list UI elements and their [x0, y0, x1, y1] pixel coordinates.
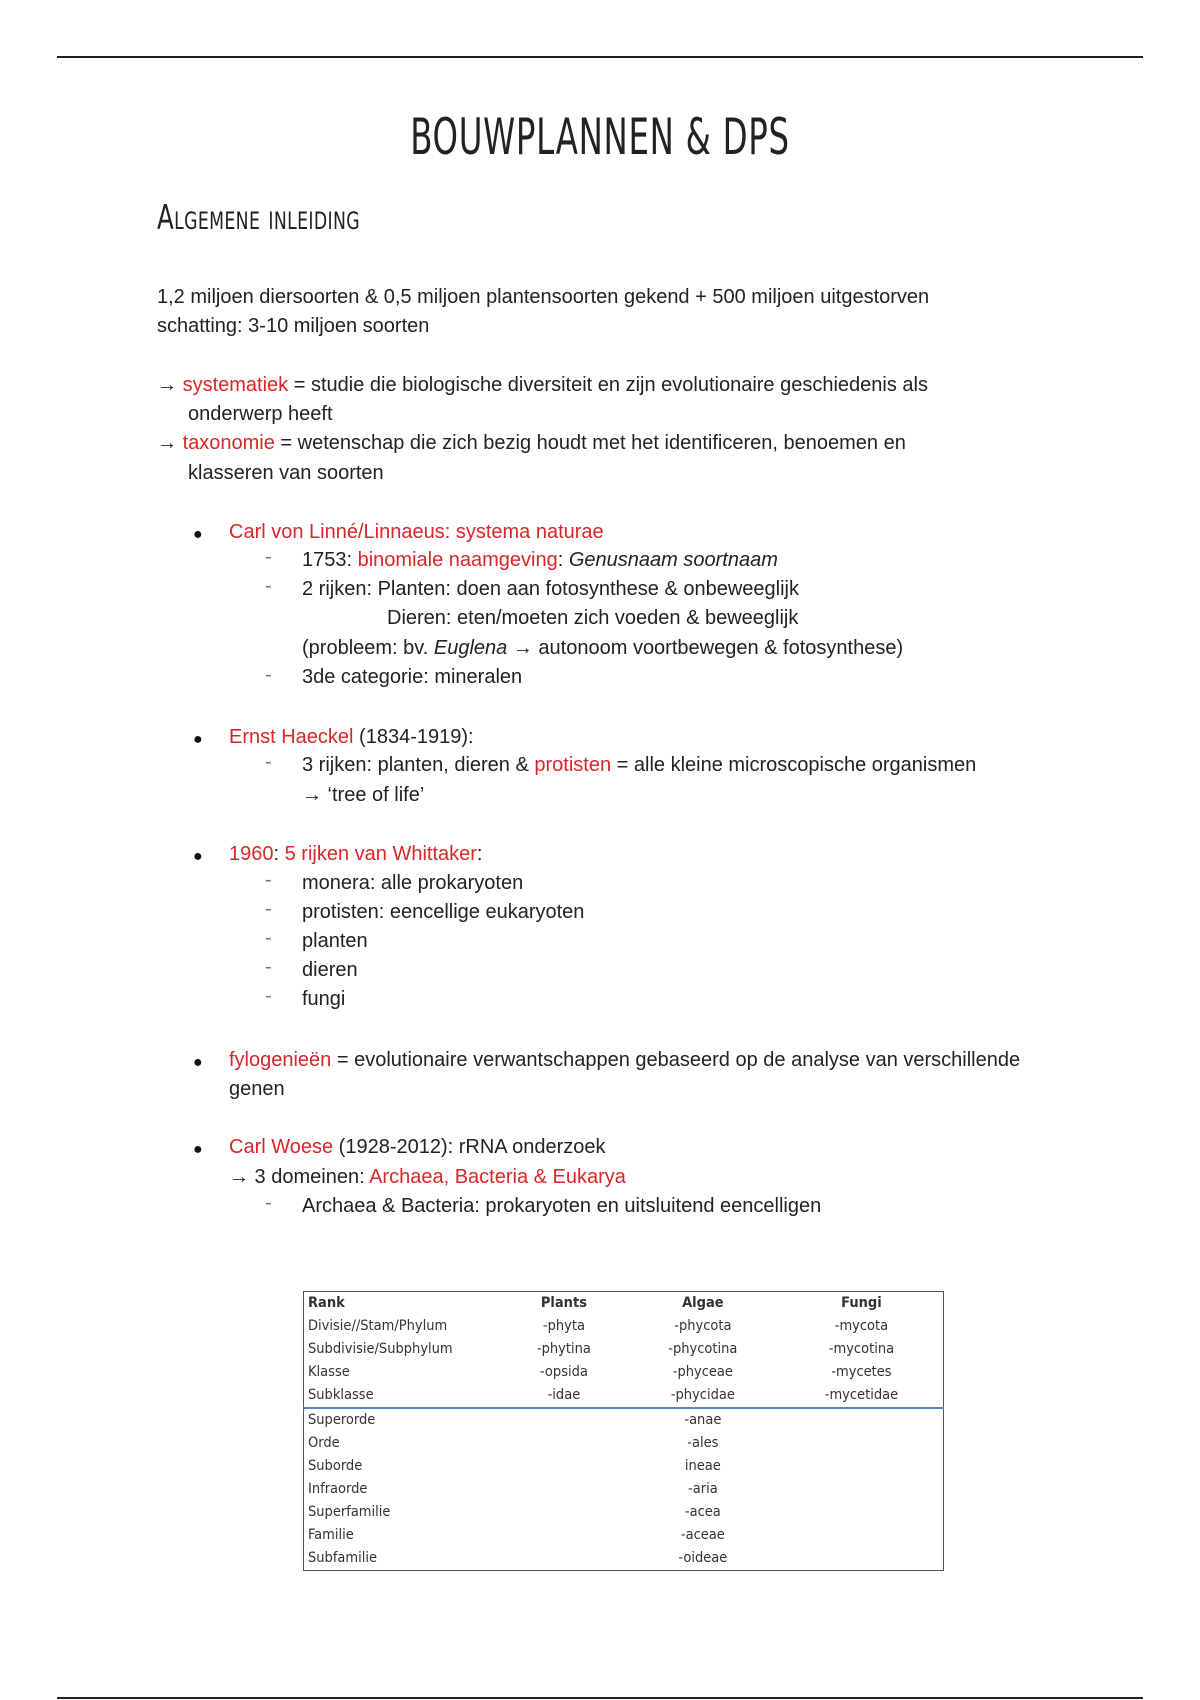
table-cell: -mycota	[834, 1318, 889, 1334]
table-cell: -mycetidae	[780, 1384, 944, 1408]
bullet-icon: ●	[193, 731, 203, 748]
linnaeus-rijken: 2 rijken: Planten: doen aan fotosynthese & onbeweeglijk	[302, 578, 800, 600]
definition-systematiek-cont: onderwerp heeft	[188, 403, 333, 425]
linnaeus-probleem	[302, 633, 903, 663]
haeckel-heading	[229, 722, 474, 752]
table-cell	[502, 1501, 626, 1524]
table-cell: -aria	[688, 1481, 718, 1497]
table-cell: -phytina	[536, 1341, 591, 1357]
table-cell	[502, 1547, 626, 1571]
table-cell: Subfamilie	[308, 1550, 378, 1566]
whittaker-item: fungi	[302, 988, 346, 1010]
table-cell	[780, 1524, 944, 1547]
whittaker-heading	[229, 839, 482, 869]
table-row	[304, 1432, 944, 1455]
arrow-icon: →	[157, 374, 177, 396]
table-row	[304, 1547, 944, 1571]
dash-icon: -	[265, 927, 272, 949]
haeckel-tree: → ‘tree of life’	[302, 784, 425, 806]
table-cell: Familie	[308, 1527, 354, 1543]
table-cell	[502, 1478, 626, 1501]
top-rule	[57, 56, 1143, 58]
table-cell	[502, 1524, 626, 1547]
whittaker-item: planten	[302, 930, 368, 952]
bullet-icon: ●	[193, 1054, 203, 1071]
term-protisten: protisten	[534, 754, 612, 776]
table-row	[304, 1478, 944, 1501]
dash-icon: -	[265, 956, 272, 978]
table-header-row	[304, 1292, 944, 1316]
taxonomy-suffix-table	[303, 1291, 944, 1571]
table-cell: Divisie//Stam/Phylum	[308, 1318, 448, 1334]
domains-label: → 3 domeinen:	[229, 1166, 370, 1188]
intro-line-1: 1,2 miljoen diersoorten & 0,5 miljoen plantensoorten gekend + 500 miljoen uitgestorven	[157, 286, 930, 308]
domains-list: Archaea, Bacteria & Eukarya	[369, 1166, 626, 1188]
term-taxonomie: taxonomie	[182, 432, 275, 454]
colon: :	[273, 843, 285, 865]
linnaeus-derde: 3de categorie: mineralen	[302, 666, 523, 688]
linnaeus-binomial	[302, 545, 778, 575]
table-row	[304, 1501, 944, 1524]
dash-icon: -	[265, 869, 272, 891]
table-cell: Suborde	[308, 1458, 363, 1474]
woese-domains	[229, 1162, 626, 1192]
whittaker-item: dieren	[302, 959, 358, 981]
whittaker-item: protisten: eencellige eukaryoten	[302, 901, 585, 923]
woese-name: Carl Woese	[229, 1136, 334, 1158]
arrow-icon: →	[157, 432, 177, 454]
table-cell: ineae	[684, 1458, 721, 1474]
table-cell	[780, 1501, 944, 1524]
table-cell	[502, 1432, 626, 1455]
table-cell: Klasse	[308, 1364, 350, 1380]
whittaker-title: 5 rijken van Whittaker	[284, 843, 477, 865]
haeckel-rijken	[302, 750, 976, 780]
table-cell: -phycota	[674, 1318, 732, 1334]
dash-icon: -	[265, 664, 272, 686]
table-cell: -ales	[687, 1435, 719, 1451]
euglena: Euglena	[433, 637, 508, 659]
table-cell: -anae	[684, 1412, 722, 1428]
dash-icon: -	[265, 985, 272, 1007]
table-cell: -opsida	[539, 1364, 588, 1380]
header-rank: Rank	[308, 1295, 345, 1311]
colon-end: :	[476, 843, 483, 865]
table-cell: -phycotina	[668, 1341, 738, 1357]
dash-icon: -	[265, 1192, 272, 1214]
dash-icon: -	[265, 898, 272, 920]
woese-sub: Archaea & Bacteria: prokaryoten en uitsluitend eencelligen	[302, 1195, 822, 1217]
woese-heading	[229, 1132, 606, 1162]
table-cell: -phyta	[542, 1318, 585, 1334]
fylogenie-line	[229, 1045, 1020, 1075]
bullet-icon: ●	[193, 1141, 203, 1158]
table-cell: Subklasse	[304, 1384, 503, 1408]
definition-taxonomie-cont: klasseren van soorten	[188, 462, 384, 484]
definition-taxonomie	[157, 428, 906, 458]
example-name: Genusnaam soortnaam	[568, 549, 778, 571]
bullet-icon: ●	[193, 526, 203, 543]
section-heading: Algemene inleiding	[157, 198, 361, 238]
header-algae: Algae	[682, 1295, 724, 1311]
rijken-text: 3 rijken: planten, dieren &	[302, 754, 535, 776]
page-title: BOUWPLANNEN & DPS	[410, 108, 790, 166]
table-row	[304, 1524, 944, 1547]
table-cell	[780, 1455, 944, 1478]
term-systematiek: systematiek	[182, 374, 289, 396]
fylogenie-def: = evolutionaire verwantschappen gebaseerd op de analyse van verschillende	[331, 1049, 1021, 1071]
linnaeus-dieren: Dieren: eten/moeten zich voeden & beweeglijk	[387, 607, 799, 629]
table-cell	[780, 1432, 944, 1455]
table-cell: -acea	[684, 1504, 721, 1520]
table-cell: -mycotina	[828, 1341, 895, 1357]
table-cell: Superorde	[308, 1412, 376, 1428]
table-row	[304, 1361, 944, 1384]
year: 1753:	[302, 549, 358, 571]
bottom-rule	[57, 1697, 1143, 1699]
dash-icon: -	[265, 575, 272, 597]
dash-icon: -	[265, 751, 272, 773]
dash-icon: -	[265, 546, 272, 568]
table-cell	[780, 1478, 944, 1501]
table-cell: Subdivisie/Subphylum	[308, 1341, 453, 1357]
probleem-text: (probleem: bv.	[302, 637, 434, 659]
table-cell: -oideae	[678, 1550, 728, 1566]
term-binomial: binomiale naamgeving	[357, 549, 558, 571]
bullet-icon: ●	[193, 848, 203, 865]
haeckel-dates: (1834-1919):	[353, 726, 474, 748]
whittaker-item: monera: alle prokaryoten	[302, 872, 524, 894]
definition-text: = wetenschap die zich bezig houdt met het identificeren, benoemen en	[274, 432, 906, 454]
term-fylogenie: fylogenieën	[229, 1049, 332, 1071]
definition-text: = studie die biologische diversiteit en zijn evolutionaire geschiedenis als	[288, 374, 928, 396]
table-cell: Superfamilie	[308, 1504, 391, 1520]
colon: :	[557, 549, 569, 571]
intro-line-2: schatting: 3-10 miljoen soorten	[157, 315, 430, 337]
table-cell	[780, 1408, 944, 1432]
linnaeus-heading: Carl von Linné/Linnaeus: systema naturae	[229, 521, 604, 543]
whittaker-year: 1960	[229, 843, 274, 865]
table-cell: Infraorde	[308, 1481, 368, 1497]
table-cell: Orde	[308, 1435, 340, 1451]
table-row	[304, 1315, 944, 1338]
probleem-text-end: → autonoom voortbewegen & fotosynthese)	[507, 637, 904, 659]
woese-rest: (1928-2012): rRNA onderzoek	[333, 1136, 606, 1158]
fylogenie-cont: genen	[229, 1078, 285, 1100]
table-row	[304, 1338, 944, 1361]
table-row	[304, 1384, 944, 1408]
table-cell: -phyceae	[672, 1364, 733, 1380]
table-cell	[502, 1408, 626, 1432]
definition-systematiek	[157, 370, 928, 400]
table-row	[304, 1408, 944, 1432]
table-cell	[502, 1455, 626, 1478]
table-row	[304, 1455, 944, 1478]
table-cell: -idae	[502, 1384, 626, 1408]
haeckel-name: Ernst Haeckel	[229, 726, 354, 748]
table-cell: -phycidae	[626, 1384, 780, 1408]
table-cell: -mycetes	[831, 1364, 892, 1380]
header-plants: Plants	[540, 1295, 587, 1311]
rijken-def: = alle kleine microscopische organismen	[611, 754, 977, 776]
table-cell	[780, 1547, 944, 1571]
header-fungi: Fungi	[841, 1295, 882, 1311]
table-cell: -aceae	[680, 1527, 725, 1543]
